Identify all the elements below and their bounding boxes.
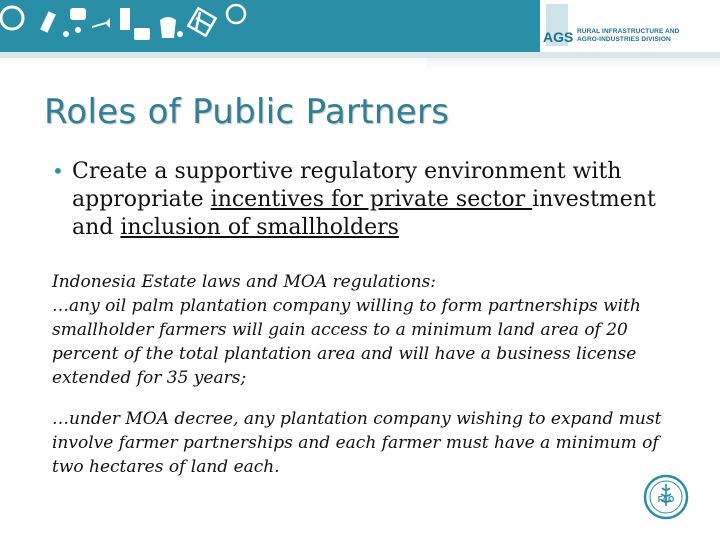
bullet-link-incentives[interactable]: incentives for private sector xyxy=(210,187,533,212)
svg-text:FAO: FAO xyxy=(657,495,675,504)
bottle-icon xyxy=(40,11,56,33)
header-shadow xyxy=(426,58,720,70)
paragraph-indonesia-laws xyxy=(52,270,692,390)
bullet-text-part2: investment and xyxy=(72,187,656,240)
bullet-item xyxy=(52,158,702,242)
paragraph-heading: Indonesia Estate laws and MOA regulations: xyxy=(52,272,437,292)
gear-icon xyxy=(1,7,23,29)
svg-text:AGS: AGS xyxy=(543,29,574,45)
slide-title: Roles of Public Partners xyxy=(44,92,450,132)
header-banner xyxy=(0,0,720,52)
gear-icon xyxy=(227,5,245,23)
bullet-dot: • xyxy=(52,159,64,183)
basket-icon xyxy=(134,28,150,40)
milk-carton-icon xyxy=(120,8,130,30)
bullet-text-part1: Create a supportive regulatory environment with appropriate xyxy=(72,159,622,212)
fish-icon xyxy=(92,18,110,28)
paragraph-moa-decree: …under MOA decree, any plantation company wishing to expand must involve farmer partnerships and each farmer must have a minimum of two hectares of land each. xyxy=(52,409,662,477)
ags-logo-icon xyxy=(540,4,574,46)
bullet-text xyxy=(72,158,702,242)
fao-logo-icon xyxy=(642,472,690,522)
division-name-line1: RURAL INFRASTRUCTURE AND xyxy=(577,28,680,35)
bullet-link-inclusion[interactable]: inclusion of smallholders xyxy=(120,215,399,240)
division-name xyxy=(577,28,679,44)
banner-icons xyxy=(0,0,270,52)
division-name-line2: AGRO-INDUSTRIES DIVISION xyxy=(577,36,671,43)
division-logo xyxy=(540,0,720,52)
paragraph-body: …any oil palm plantation company willing to form partnerships with smallholder farmers will gain access to a minimum land area of 20 percent of the total plantation area and will have a business license extended for 35 years; xyxy=(52,296,641,388)
bread-icon xyxy=(70,8,86,20)
flour-sack-icon xyxy=(160,17,176,38)
